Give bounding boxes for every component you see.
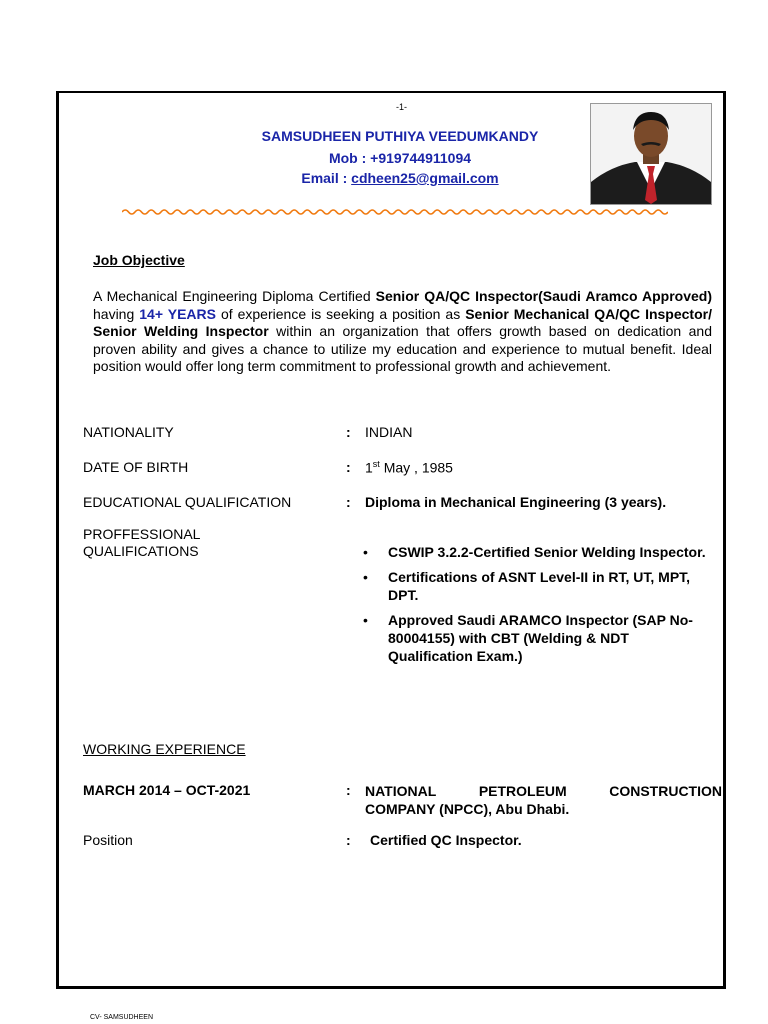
dob-label: DATE OF BIRTH: [83, 459, 189, 475]
decorative-wave-divider: [122, 207, 668, 217]
employer-word-2: PETROLEUM: [478, 783, 567, 799]
employer-word-3: CONSTRUCTION: [609, 783, 722, 799]
list-item: [360, 611, 712, 665]
qualification-text: Approved Saudi ARAMCO Inspector (SAP No-80004155) with CBT (Welding & NDT Qualification Exam.): [388, 612, 693, 664]
dob-suffix: st: [372, 459, 380, 469]
professional-label-line1: PROFFESSIONAL: [83, 526, 201, 542]
page-number: -1-: [396, 102, 407, 112]
employer-name-line1: [365, 782, 722, 800]
employment-period: MARCH 2014 – OCT-2021: [83, 782, 251, 798]
dob-month-year: May , 1985: [379, 459, 453, 476]
education-value: Diploma in Mechanical Engineering (3 years).: [365, 494, 667, 510]
list-item: [360, 568, 712, 604]
employer-name: [365, 782, 722, 818]
objective-years: 14+ YEARS: [139, 305, 216, 322]
employment-colon: :: [346, 782, 351, 798]
education-colon: :: [346, 494, 351, 510]
professional-label-line2: QUALIFICATIONS: [83, 543, 199, 559]
objective-text-4: within an organization that offers growth based on dedication and proven ability and gives a chance to utilize my education and experience to mutual benefit. Ideal position would offer long term commitment to professional growth and achievement.: [93, 323, 712, 375]
employer-name-line2: COMPANY (NPCC), Abu Dhabi.: [365, 801, 570, 817]
position-value: Certified QC Inspector.: [370, 832, 522, 848]
mobile-number: Mob : +919744911094: [328, 150, 472, 166]
email-label: Email :: [301, 170, 352, 186]
position-label: Position: [83, 832, 133, 848]
qualification-text: Certifications of ASNT Level-II in RT, UT, MPT, DPT.: [388, 569, 691, 603]
nationality-label: NATIONALITY: [83, 424, 174, 440]
objective-text-3: of experience is seeking a position as: [215, 305, 466, 322]
nationality-value: INDIAN: [365, 424, 413, 440]
email-line: [230, 170, 570, 186]
position-colon: :: [346, 832, 351, 848]
footer-text: CV- SAMSUDHEEN: [90, 1014, 154, 1021]
dob-day: 1: [365, 459, 373, 476]
candidate-name: SAMSUDHEEN PUTHIYA VEEDUMKANDY: [261, 128, 539, 144]
objective-bold-1: Senior QA/QC Inspector(Saudi Aramco Approved): [375, 288, 712, 304]
dob-value: [365, 459, 453, 476]
person-photo-icon: [591, 104, 711, 204]
education-label: EDUCATIONAL QUALIFICATION: [83, 494, 292, 510]
qualification-text: CSWIP 3.2.2-Certified Senior Welding Inspector.: [388, 544, 706, 560]
objective-text-1: A Mechanical Engineering Diploma Certified: [93, 288, 376, 304]
job-objective-paragraph: [93, 288, 712, 376]
working-experience-heading: WORKING EXPERIENCE: [83, 741, 246, 757]
nationality-colon: :: [346, 424, 351, 440]
job-objective-heading: Job Objective: [93, 252, 185, 268]
professional-qualifications-list: [360, 543, 712, 672]
dob-colon: :: [346, 459, 351, 475]
bullet-icon: •: [363, 612, 368, 628]
objective-text-2: having: [93, 305, 140, 322]
objective-bold-2: Senior Mechanical QA/QC Inspector/ Senior Welding Inspector: [93, 305, 712, 340]
list-item: [360, 543, 712, 561]
bullet-icon: •: [363, 544, 368, 560]
employer-word-1: NATIONAL: [365, 783, 437, 799]
email-link[interactable]: cdheen25@gmail.com: [351, 170, 499, 186]
profile-photo: [590, 103, 712, 205]
bullet-icon: •: [363, 569, 368, 585]
